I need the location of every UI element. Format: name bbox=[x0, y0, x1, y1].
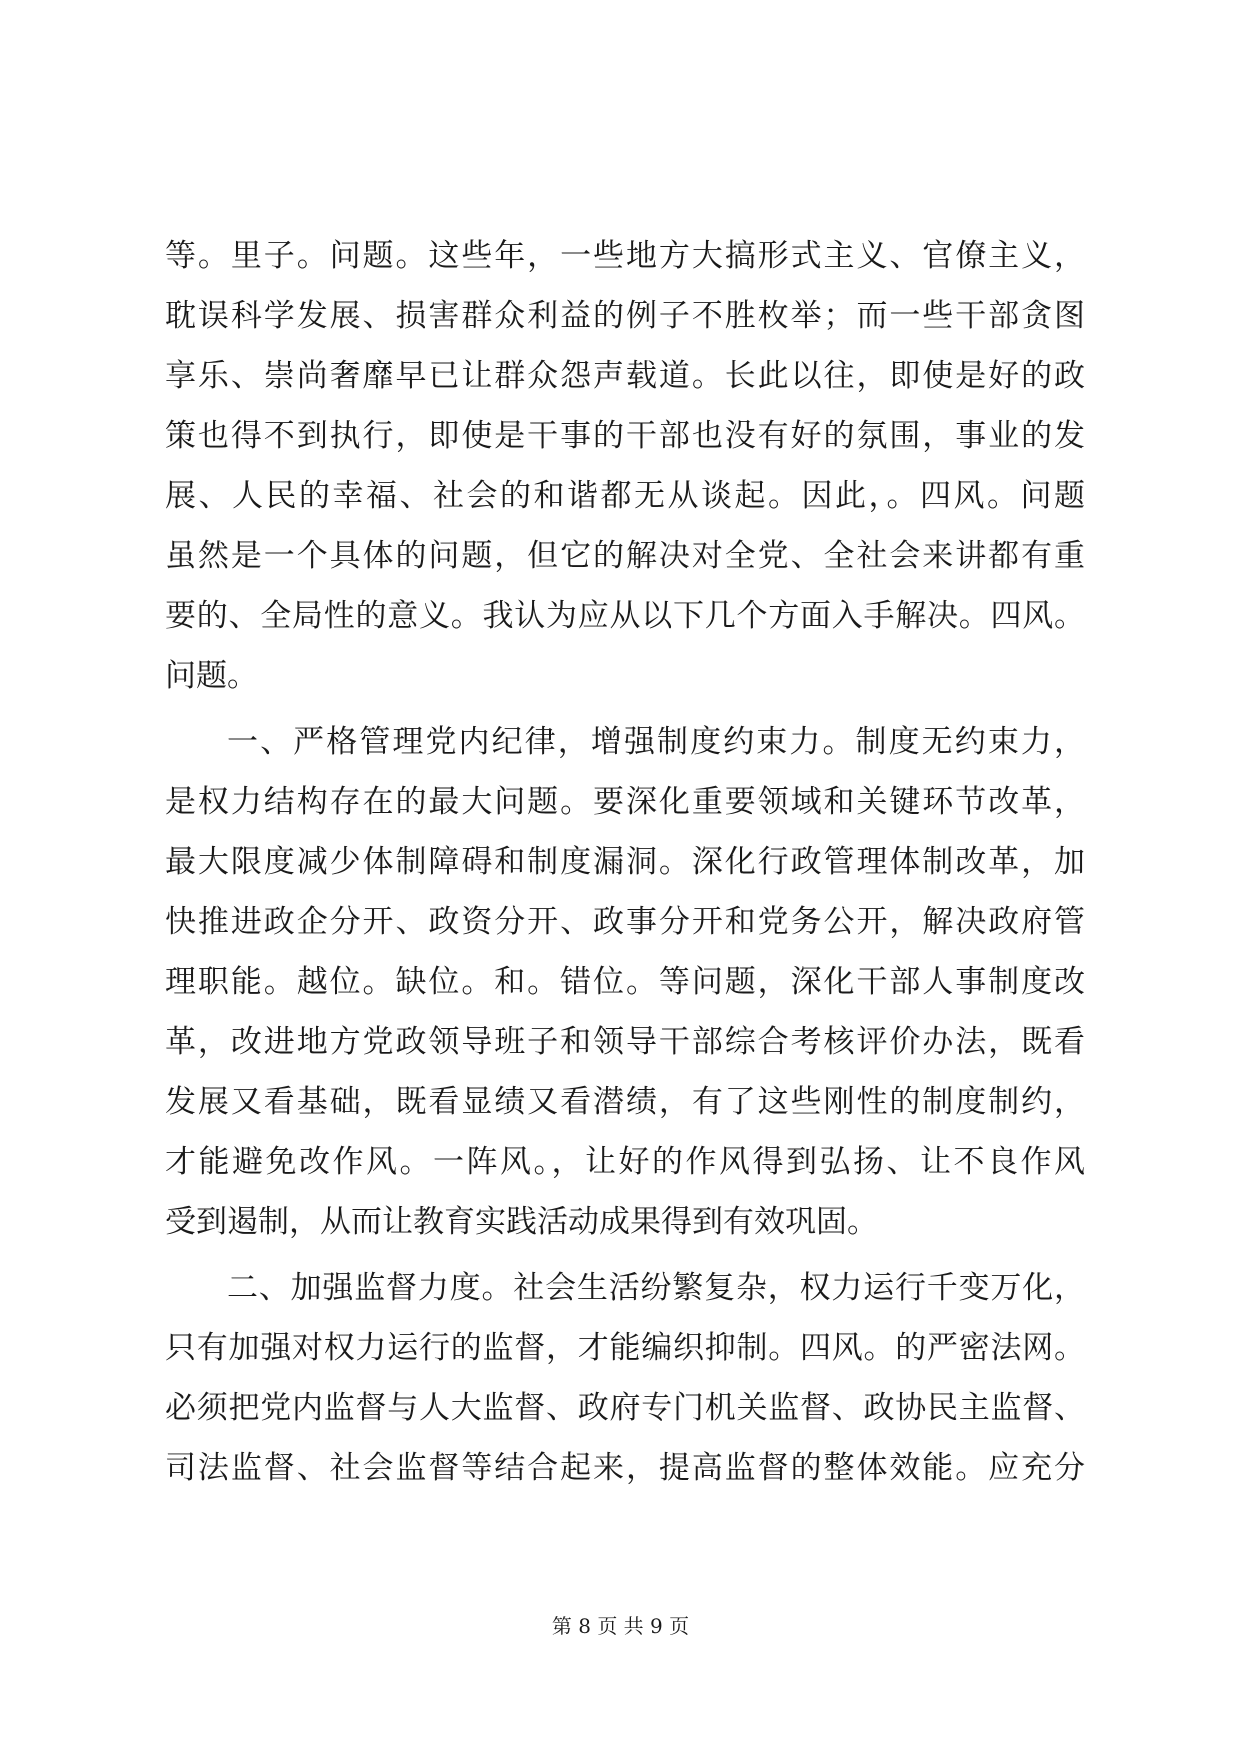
text-line: 必须把党内监督与人大监督、政府专门机关监督、政协民主监督、 bbox=[165, 1390, 1085, 1426]
text-line: 快推进政企分开、政资分开、政事分开和党务公开，解决政府管 bbox=[165, 904, 1085, 940]
text-line: 受到遏制，从而让教育实践活动成果得到有效巩固。 bbox=[165, 1204, 878, 1240]
text-line: 革，改进地方党政领导班子和领导干部综合考核评价办法，既看 bbox=[165, 1024, 1085, 1060]
text-line: 二、加强监督力度。社会生活纷繁复杂，权力运行千变万化， bbox=[227, 1270, 1085, 1306]
text-line: 要的、全局性的意义。我认为应从以下几个方面入手解决。四风。 bbox=[165, 598, 1085, 634]
text-line: 发展又看基础，既看显绩又看潜绩，有了这些刚性的制度制约， bbox=[165, 1084, 1085, 1120]
text-line: 是权力结构存在的最大问题。要深化重要领域和关键环节改革， bbox=[165, 784, 1085, 820]
paragraph-3 bbox=[165, 1258, 1085, 1498]
text-line: 等。里子。问题。这些年，一些地方大搞形式主义、官僚主义， bbox=[165, 238, 1085, 274]
page-number-footer: 第 8 页 共 9 页 bbox=[551, 1614, 690, 1638]
document-body bbox=[165, 226, 1085, 1498]
text-line: 最大限度减少体制障碍和制度漏洞。深化行政管理体制改革，加 bbox=[165, 844, 1085, 880]
text-line: 才能避免改作风。一阵风。，让好的作风得到弘扬、让不良作风 bbox=[165, 1144, 1085, 1180]
text-line: 耽误科学发展、损害群众利益的例子不胜枚举；而一些干部贪图 bbox=[165, 298, 1085, 334]
paragraph-2 bbox=[165, 712, 1085, 1252]
text-line: 一、严格管理党内纪律，增强制度约束力。制度无约束力， bbox=[227, 724, 1085, 760]
text-line: 虽然是一个具体的问题，但它的解决对全党、全社会来讲都有重 bbox=[165, 538, 1085, 574]
text-line: 享乐、崇尚奢靡早已让群众怨声载道。长此以往，即使是好的政 bbox=[165, 358, 1085, 394]
text-line: 策也得不到执行，即使是干事的干部也没有好的氛围，事业的发 bbox=[165, 418, 1085, 454]
text-line: 只有加强对权力运行的监督，才能编织抑制。四风。的严密法网。 bbox=[165, 1330, 1085, 1366]
text-line: 问题。 bbox=[165, 658, 258, 694]
paragraph-1 bbox=[165, 226, 1085, 706]
text-line: 展、人民的幸福、社会的和谐都无从谈起。因此，。四风。问题 bbox=[165, 478, 1085, 514]
text-line: 司法监督、社会监督等结合起来，提高监督的整体效能。应充分 bbox=[165, 1450, 1085, 1486]
text-line: 理职能。越位。缺位。和。错位。等问题，深化干部人事制度改 bbox=[165, 964, 1085, 1000]
